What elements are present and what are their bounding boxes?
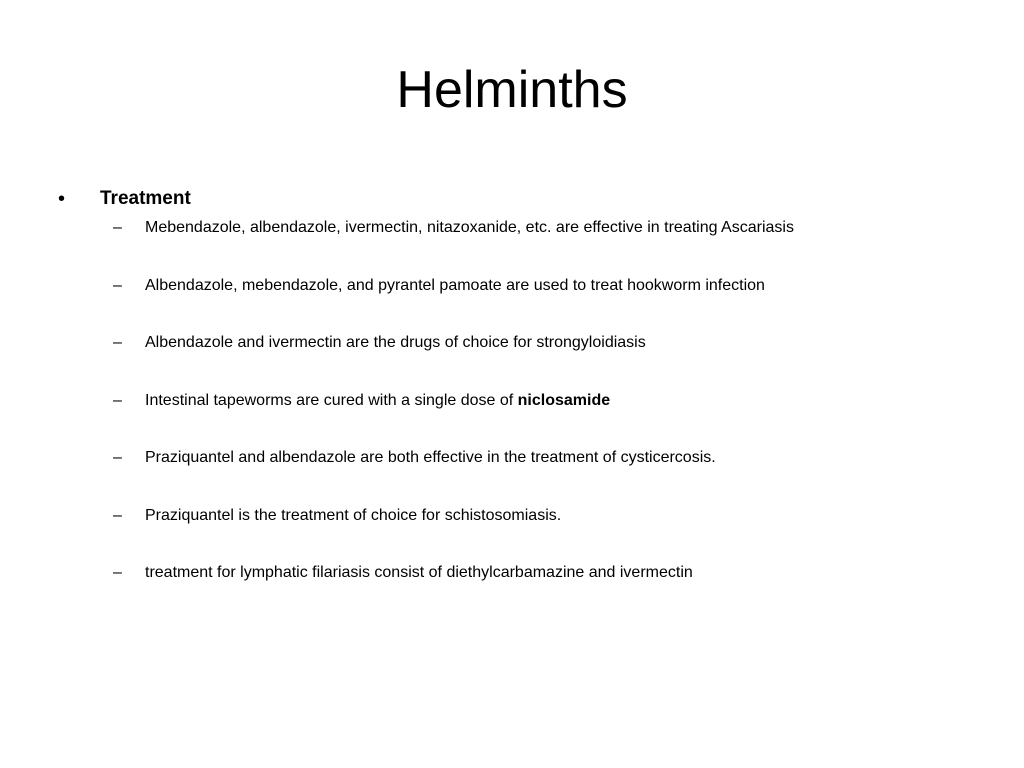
sub-bullet-text: Praziquantel and albendazole are both effective in the treatment of cysticercosis. [145, 449, 716, 466]
sub-bullet-text-plain: Intestinal tapeworms are cured with a single dose of [145, 391, 518, 409]
sub-bullet-item [113, 329, 1003, 387]
sub-bullet-text: Albendazole and ivermectin are the drugs of choice for strongyloidiasis [145, 334, 646, 351]
sub-bullet-item [113, 559, 1003, 617]
dash-icon: – [113, 391, 122, 409]
sub-bullet-item [113, 444, 1003, 502]
sub-bullet-item [113, 502, 1003, 560]
sub-bullet-item [113, 214, 1003, 272]
sub-bullet-text: Mebendazole, albendazole, ivermectin, nitazoxanide, etc. are effective in treating Ascariasis [145, 219, 794, 236]
dash-icon: – [113, 334, 122, 351]
sub-bullet-text-bold: niclosamide [517, 391, 611, 409]
bullet-item-treatment [58, 185, 191, 213]
sub-bullet-item [113, 387, 1003, 445]
bullet-label: Treatment [100, 188, 191, 209]
sub-bullet-text: treatment for lymphatic filariasis consist of diethylcarbamazine and ivermectin [145, 564, 693, 581]
sub-bullet-item [113, 272, 1003, 330]
sub-bullet-list [113, 214, 1003, 617]
dash-icon: – [113, 449, 122, 466]
sub-bullet-text: Praziquantel is the treatment of choice for schistosomiasis. [145, 506, 562, 524]
sub-bullet-text [145, 387, 610, 415]
dash-icon: – [113, 564, 122, 581]
sub-bullet-text: Albendazole, mebendazole, and pyrantel pamoate are used to treat hookworm infection [145, 276, 765, 294]
bullet-icon: • [58, 188, 66, 210]
slide-title: Helminths [396, 61, 628, 119]
dash-icon: – [113, 506, 122, 524]
dash-icon: – [113, 276, 122, 294]
dash-icon: – [113, 219, 122, 236]
